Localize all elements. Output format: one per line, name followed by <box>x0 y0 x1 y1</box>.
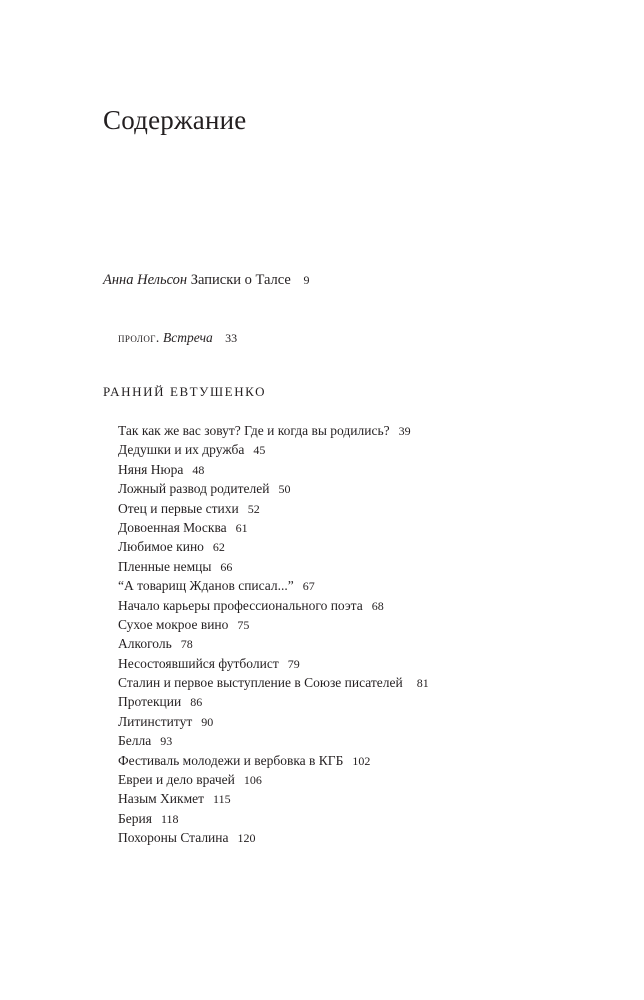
toc-entry-intro[interactable] <box>103 270 309 290</box>
toc-list <box>118 421 429 848</box>
toc-entry[interactable] <box>118 731 429 750</box>
toc-entry-page: 106 <box>243 773 262 788</box>
toc-entry-title: Белла <box>118 733 152 749</box>
toc-entry-title: Назым Хикмет <box>118 791 205 807</box>
toc-entry[interactable] <box>118 654 429 673</box>
toc-entry-title: Пленные немцы <box>118 558 212 574</box>
page-title: Содержание <box>103 105 247 135</box>
toc-entry-title: Евреи и дело врачей <box>118 772 235 788</box>
toc-entry[interactable] <box>118 576 429 595</box>
toc-entry[interactable] <box>118 789 429 808</box>
toc-entry-page: 102 <box>352 753 371 768</box>
toc-entry-page: 75 <box>237 617 250 632</box>
toc-entry[interactable] <box>118 499 429 518</box>
toc-entry-page: 79 <box>287 656 300 671</box>
toc-entry-page: 115 <box>213 792 231 807</box>
toc-entry-title: Фестиваль молодежи и вербовка в КГБ <box>118 752 344 768</box>
toc-entry[interactable] <box>118 828 429 847</box>
toc-entry[interactable] <box>118 460 429 479</box>
toc-entry[interactable] <box>118 557 429 576</box>
toc-entry-page: 48 <box>192 462 205 477</box>
toc-entry[interactable] <box>118 673 429 692</box>
toc-entry[interactable] <box>118 421 429 440</box>
toc-entry-title: Сталин и первое выступление в Союзе писателей <box>118 675 403 691</box>
prologue-page-number: 33 <box>225 331 238 345</box>
toc-entry-title: Любимое кино <box>118 539 204 555</box>
toc-entry-title: Дедушки и их дружба <box>118 442 245 458</box>
toc-entry-prologue[interactable] <box>118 328 237 348</box>
toc-entry-page: 120 <box>237 831 256 846</box>
prologue-label: пролог. <box>118 330 160 345</box>
toc-entry[interactable] <box>118 440 429 459</box>
toc-entry-title: Няня Нюра <box>118 461 184 477</box>
toc-entry-title: Протекции <box>118 694 182 710</box>
toc-entry-page: 67 <box>302 579 315 594</box>
prologue-title: Встреча <box>163 330 213 345</box>
toc-entry-page: 39 <box>398 424 411 438</box>
toc-entry-title: Алкоголь <box>118 636 172 652</box>
toc-entry[interactable] <box>118 751 429 770</box>
toc-entry-title: Ложный развод родителей <box>118 481 270 497</box>
toc-entry-title: Начало карьеры профессионального поэта <box>118 597 363 613</box>
toc-entry-title: Довоенная Москва <box>118 519 227 535</box>
toc-entry-page: 90 <box>201 714 214 729</box>
toc-entry[interactable] <box>118 537 429 556</box>
toc-entry-title: Похороны Сталина <box>118 830 229 846</box>
toc-entry-title: Несостоявшийся футболист <box>118 655 279 671</box>
toc-entry[interactable] <box>118 518 429 537</box>
toc-entry-page: 45 <box>253 443 266 458</box>
toc-entry[interactable] <box>118 479 429 498</box>
toc-entry-page: 93 <box>160 734 173 749</box>
toc-entry[interactable] <box>118 712 429 731</box>
toc-entry-title: Так как же вас зовут? Где и когда вы родились? <box>118 423 390 438</box>
toc-entry[interactable] <box>118 809 429 828</box>
intro-author: Анна Нельсон <box>103 272 188 288</box>
toc-entry[interactable] <box>118 634 429 653</box>
toc-entry[interactable] <box>118 615 429 634</box>
toc-entry-title: Сухое мокрое вино <box>118 616 229 632</box>
toc-entry-page: 52 <box>247 501 260 516</box>
toc-entry-page: 78 <box>180 637 193 652</box>
intro-page-number: 9 <box>303 273 310 287</box>
section-heading: РАННИЙ ЕВТУШЕНКО <box>103 384 267 399</box>
toc-entry-page: 68 <box>371 598 384 613</box>
toc-entry-page: 61 <box>235 520 248 535</box>
toc-entry-title: Отец и первые стихи <box>118 500 239 516</box>
toc-entry-page: 62 <box>212 540 225 555</box>
toc-entry-page: 50 <box>278 482 291 497</box>
toc-entry-title: Литинститут <box>118 713 193 729</box>
toc-entry[interactable] <box>118 692 429 711</box>
toc-entry[interactable] <box>118 596 429 615</box>
toc-entry-page: 81 <box>416 676 429 691</box>
toc-entry-title: Берия <box>118 810 152 826</box>
toc-entry-page: 118 <box>160 811 179 826</box>
toc-entry-page: 66 <box>220 559 233 574</box>
toc-entry-title: “А товарищ Жданов списал...” <box>118 578 294 594</box>
toc-entry[interactable] <box>118 770 429 789</box>
intro-title: Записки о Талсе <box>190 272 291 288</box>
toc-entry-page: 86 <box>190 695 203 710</box>
